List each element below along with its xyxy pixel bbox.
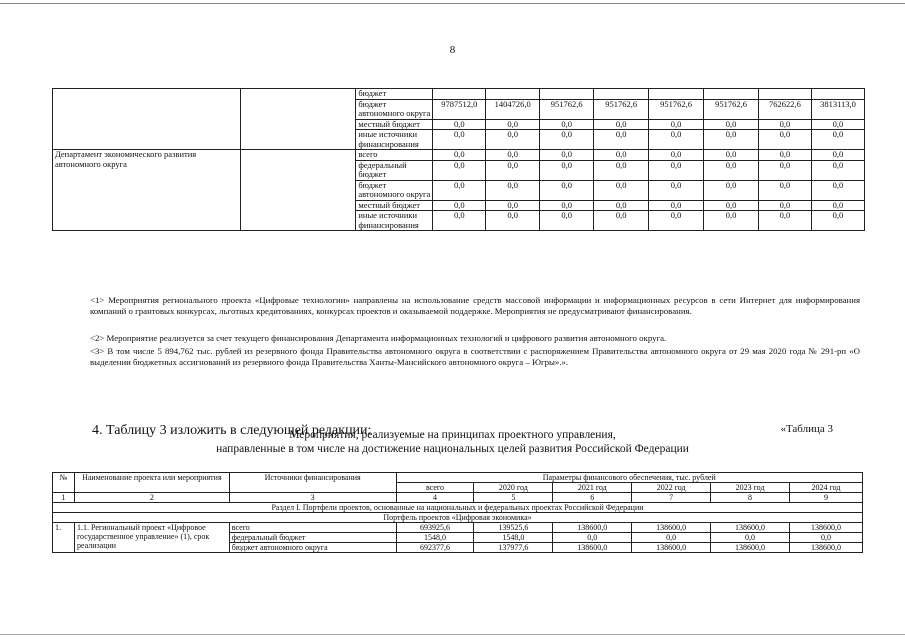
financing-table-body	[53, 89, 865, 231]
value-cell: 137977,6	[474, 543, 553, 553]
value-cell: 138600,0	[553, 543, 632, 553]
value-cell: 0,0	[594, 119, 649, 130]
footnote-2: <2> Мероприятие реализуется за счет текущего финансирования Департамента информационных технологий и цифрового развития автономного округа.	[90, 333, 667, 343]
value-cell: 0,0	[704, 160, 759, 180]
value-cell: 0,0	[704, 119, 759, 130]
column-number: 7	[632, 493, 711, 503]
value-cell: 0,0	[540, 130, 594, 150]
value-cell: 0,0	[433, 130, 486, 150]
value-cell: 0,0	[486, 180, 540, 200]
value-cell: 138600,0	[632, 523, 711, 533]
value-cell: 0,0	[758, 119, 811, 130]
table-title-line-1: Мероприятия, реализуемые на принципах проектного управления,	[289, 429, 616, 441]
source-cell: бюджет автономного округа	[229, 543, 396, 553]
value-cell: 0,0	[594, 160, 649, 180]
value-cell: 0,0	[711, 533, 790, 543]
value-cell: 0,0	[758, 200, 811, 211]
dept-cell: Департамент экономического развития автономного округа	[53, 150, 241, 231]
section-row	[53, 503, 863, 513]
page-bottom-edge	[0, 634, 905, 635]
value-cell: 0,0	[433, 180, 486, 200]
value-cell: 0,0	[486, 150, 540, 161]
value-cell: 0,0	[811, 130, 864, 150]
value-cell: 0,0	[486, 119, 540, 130]
value-cell: 0,0	[433, 160, 486, 180]
column-number: 2	[74, 493, 229, 503]
value-cell: 0,0	[811, 119, 864, 130]
value-cell: 0,0	[704, 180, 759, 200]
value-cell: 951762,6	[649, 99, 704, 119]
empty-cell	[240, 150, 356, 231]
value-cell: 138600,0	[632, 543, 711, 553]
source-cell: местный бюджет	[356, 119, 433, 130]
value-cell: 1548,0	[396, 533, 474, 543]
value-cell: 0,0	[433, 119, 486, 130]
value-cell: 0,0	[486, 211, 540, 231]
value-cell: 0,0	[594, 211, 649, 231]
value-cell: 0,0	[433, 150, 486, 161]
table-header-row	[53, 473, 863, 483]
row-number: 1.	[53, 523, 75, 553]
value-cell	[704, 89, 759, 100]
value-cell: 0,0	[758, 150, 811, 161]
column-number: 1	[53, 493, 75, 503]
value-cell: 0,0	[433, 200, 486, 211]
value-cell: 0,0	[704, 150, 759, 161]
value-cell: 0,0	[594, 180, 649, 200]
value-cell: 0,0	[811, 160, 864, 180]
value-cell: 762622,6	[758, 99, 811, 119]
value-cell: 0,0	[540, 119, 594, 130]
value-cell: 951762,6	[594, 99, 649, 119]
empty-cell	[240, 89, 356, 150]
header-year: 2024 год	[790, 483, 863, 493]
value-cell: 0,0	[649, 211, 704, 231]
column-number: 3	[229, 493, 396, 503]
header-year: 2023 год	[711, 483, 790, 493]
column-number: 8	[711, 493, 790, 503]
value-cell: 0,0	[594, 150, 649, 161]
source-cell: бюджет автономного округа	[356, 99, 433, 119]
value-cell: 0,0	[811, 211, 864, 231]
portfolio-row	[53, 513, 863, 523]
value-cell: 0,0	[811, 150, 864, 161]
value-cell: 0,0	[632, 533, 711, 543]
dept-cell	[53, 89, 241, 150]
value-cell	[594, 89, 649, 100]
table-row	[53, 89, 865, 100]
value-cell	[486, 89, 540, 100]
table-title	[0, 428, 905, 456]
financing-table-continued	[52, 88, 865, 231]
project-name: 1.1. Региональный проект «Цифровое государственное управление» (1), срок реализации	[74, 523, 229, 553]
value-cell	[811, 89, 864, 100]
value-cell	[758, 89, 811, 100]
column-number: 4	[396, 493, 474, 503]
value-cell	[433, 89, 486, 100]
value-cell: 9787512,0	[433, 99, 486, 119]
value-cell: 0,0	[758, 130, 811, 150]
header-year: 2021 год	[553, 483, 632, 493]
table-row	[53, 523, 863, 533]
value-cell: 0,0	[758, 211, 811, 231]
value-cell: 0,0	[704, 211, 759, 231]
table-row	[53, 150, 865, 161]
value-cell: 0,0	[594, 130, 649, 150]
value-cell: 0,0	[704, 200, 759, 211]
value-cell: 0,0	[758, 160, 811, 180]
value-cell: 0,0	[758, 180, 811, 200]
table-title-line-2: направленные в том числе на достижение национальных целей развития Российской Федерации	[216, 443, 689, 455]
value-cell: 0,0	[811, 180, 864, 200]
value-cell: 3813113,0	[811, 99, 864, 119]
header-params: Параметры финансового обеспечения, тыс. рублей	[396, 473, 862, 483]
header-year: 2022 год	[632, 483, 711, 493]
value-cell: 0,0	[553, 533, 632, 543]
value-cell: 0,0	[540, 200, 594, 211]
value-cell: 0,0	[486, 130, 540, 150]
value-cell: 0,0	[486, 160, 540, 180]
header-year: всего	[396, 483, 474, 493]
projects-table	[52, 472, 863, 553]
value-cell: 1404726,0	[486, 99, 540, 119]
value-cell: 0,0	[790, 533, 863, 543]
source-cell: федеральный бюджет	[229, 533, 396, 543]
value-cell: 0,0	[649, 150, 704, 161]
value-cell: 0,0	[649, 160, 704, 180]
value-cell: 138600,0	[790, 523, 863, 533]
value-cell: 138600,0	[711, 523, 790, 533]
header-no: №	[53, 473, 75, 493]
value-cell: 0,0	[540, 160, 594, 180]
value-cell: 0,0	[649, 200, 704, 211]
footnote-1: <1> Мероприятия регионального проекта «Цифровые технологии» направлены на использование средств массовой информации и информационных ресурсов в сети Интернет для информирования компаний о грантовых конкурсах, льготных кредитованиях, конкурсах проектов и оказываемой поддержке. Мероприятия не предусматривают финансирования.	[90, 295, 860, 317]
value-cell: 0,0	[486, 200, 540, 211]
value-cell: 951762,6	[540, 99, 594, 119]
value-cell: 0,0	[433, 211, 486, 231]
header-name: Наименование проекта или мероприятия	[74, 473, 229, 493]
page-top-edge	[0, 3, 905, 4]
section-heading: 4. Таблицу 3 изложить в следующей редакции:	[92, 423, 372, 438]
value-cell: 693925,6	[396, 523, 474, 533]
value-cell: 0,0	[649, 119, 704, 130]
column-number-row	[53, 493, 863, 503]
value-cell: 0,0	[594, 200, 649, 211]
value-cell	[540, 89, 594, 100]
column-number: 6	[553, 493, 632, 503]
header-source: Источники финансирования	[229, 473, 396, 493]
value-cell: 692377,6	[396, 543, 474, 553]
value-cell: 0,0	[540, 211, 594, 231]
source-cell: иные источники финансирования	[356, 211, 433, 231]
value-cell: 1548,0	[474, 533, 553, 543]
header-year: 2020 год	[474, 483, 553, 493]
value-cell: 0,0	[540, 150, 594, 161]
section-title: Раздел I. Портфели проектов, основанные на национальных и федеральных проектах Российской Федерации	[53, 503, 863, 513]
column-number: 9	[790, 493, 863, 503]
portfolio-title: Портфель проектов «Цифровая экономика»	[53, 513, 863, 523]
column-number: 5	[474, 493, 553, 503]
value-cell: 138600,0	[553, 523, 632, 533]
value-cell: 138600,0	[711, 543, 790, 553]
value-cell: 0,0	[649, 180, 704, 200]
value-cell: 0,0	[649, 130, 704, 150]
source-cell: всего	[356, 150, 433, 161]
value-cell: 0,0	[540, 180, 594, 200]
value-cell: 138600,0	[790, 543, 863, 553]
source-cell: федеральный бюджет	[356, 160, 433, 180]
table-label: «Таблица 3	[780, 423, 833, 435]
source-cell: бюджет автономного округа	[356, 180, 433, 200]
value-cell: 139525,6	[474, 523, 553, 533]
value-cell: 0,0	[811, 200, 864, 211]
footnote-3: <3> В том числе 5 894,762 тыс. рублей из резервного фонда Правительства автономного округа в соответствии с распоряжением Правительства автономного округа от 29 мая 2020 года № 291-рп «О выделении бюджетных ассигнований из резервного фонда Правительства Ханты-Мансийского автономного округа – Югры».».	[90, 346, 860, 368]
source-cell: местный бюджет	[356, 200, 433, 211]
page-number: 8	[449, 44, 456, 56]
value-cell: 0,0	[704, 130, 759, 150]
source-cell: бюджет	[356, 89, 433, 100]
value-cell: 951762,6	[704, 99, 759, 119]
source-cell: иные источники финансирования	[356, 130, 433, 150]
value-cell	[649, 89, 704, 100]
source-cell: всего	[229, 523, 396, 533]
